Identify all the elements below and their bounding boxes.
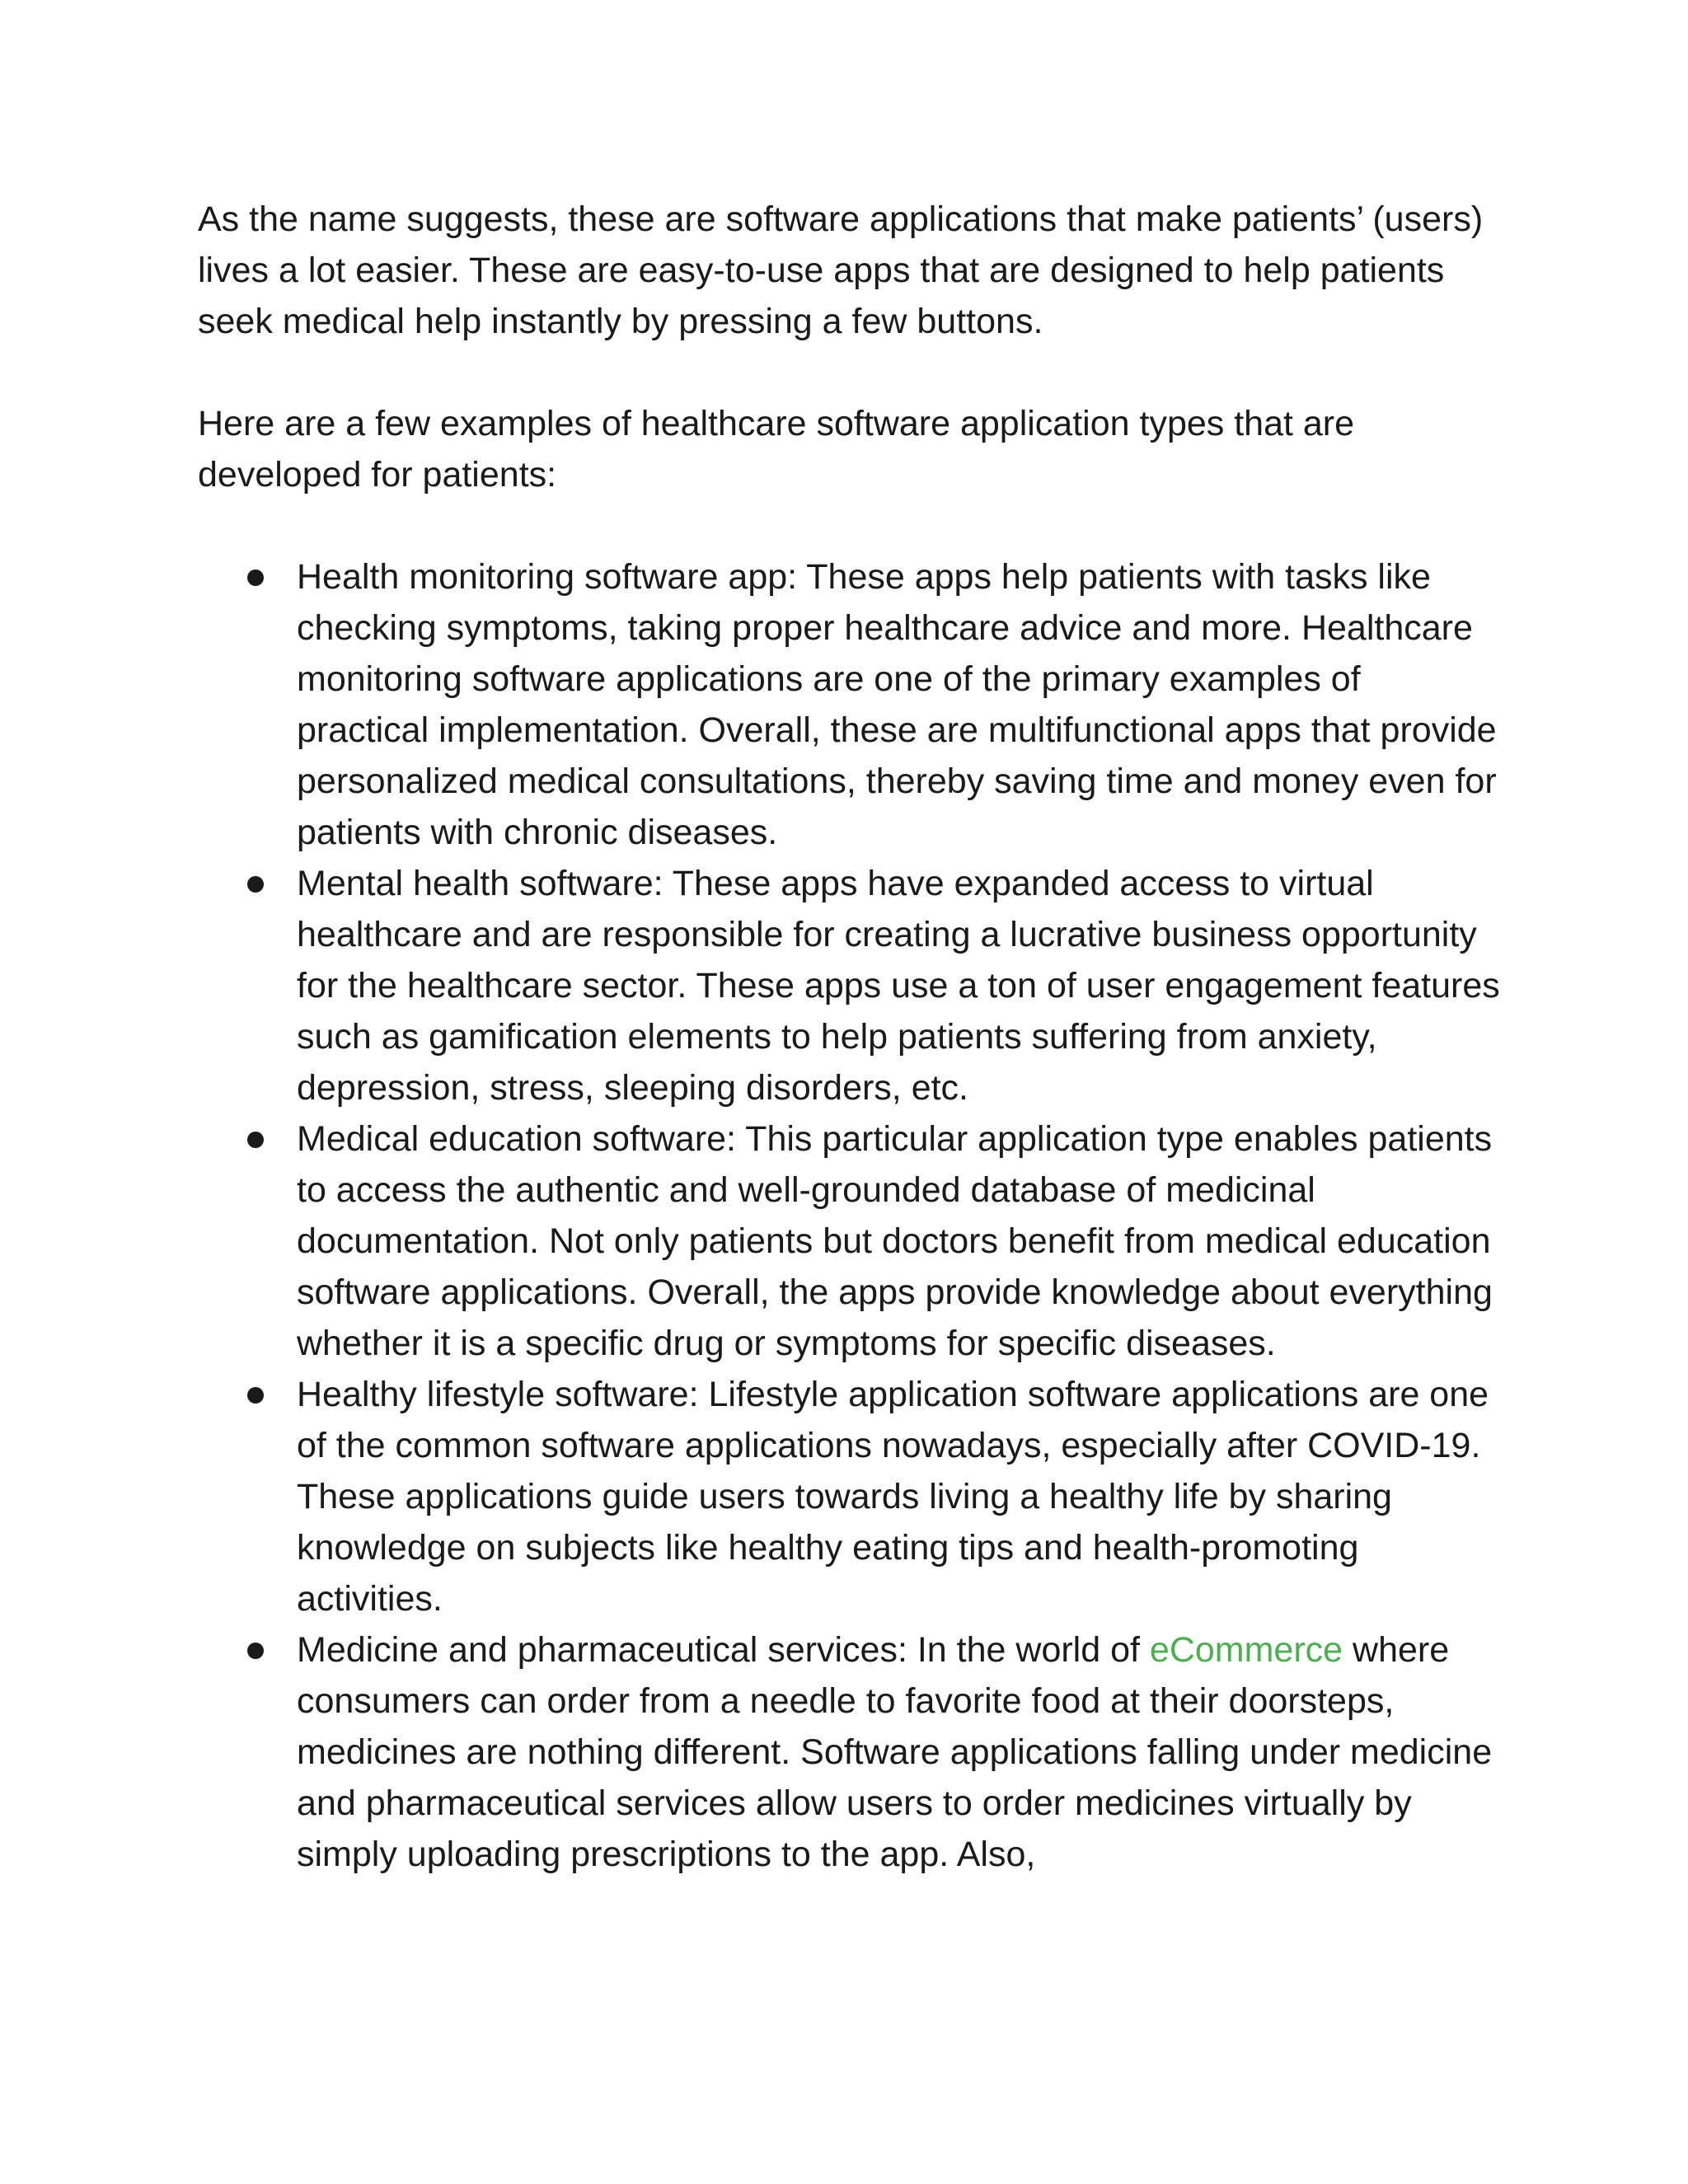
bullet-dot-icon xyxy=(247,569,264,586)
app-types-list xyxy=(198,551,1500,1880)
bullet-dot-icon xyxy=(247,1387,264,1404)
bullet-dot-icon xyxy=(247,1643,264,1659)
list-item-text: Health monitoring software app: These apps help patients with tasks like checking symptoms, taking proper healthcare advice and more. Healthcare monitoring software applications are one of the primary examples of practical implementation. Overall, these are multifunctional apps that provide personalized medical consultations, thereby saving time and money even for patients with chronic diseases. xyxy=(297,557,1497,852)
list-item-text: Medical education software: This particular application type enables patients to access the authentic and well-grounded database of medicinal documentation. Not only patients but doctors benefit from medical education software applications. Overall, the apps provide knowledge about everything whether it is a specific drug or symptoms for specific diseases. xyxy=(297,1119,1493,1363)
list-item-medical-education xyxy=(198,1113,1500,1369)
list-item-health-monitoring xyxy=(198,551,1500,858)
document-body xyxy=(198,194,1500,1880)
list-item-medicine-pharmaceutical xyxy=(198,1624,1500,1880)
bullet-dot-icon xyxy=(247,876,264,893)
list-item-healthy-lifestyle xyxy=(198,1369,1500,1624)
bullet-dot-icon xyxy=(247,1132,264,1148)
lead-paragraph: Here are a few examples of healthcare software application types that are developed for patients: xyxy=(198,404,1355,494)
list-item-text: Mental health software: These apps have expanded access to virtual healthcare and are responsible for creating a lucrative business opportunity for the healthcare sector. These apps use a ton of user engagement features such as gamification elements to help patients suffering from anxiety, depression, stress, sleeping disorders, etc. xyxy=(297,864,1500,1108)
list-item-text-before-link: Medicine and pharmaceutical services: In the world of xyxy=(297,1630,1150,1670)
list-item-text-after-link: where consumers can order from a needle to favorite food at their doorsteps, medicines are nothing different. Software applications falling under medicine and pharmaceutical services allow users to order medicines virtually by simply uploading prescriptions to the app. Also, xyxy=(297,1630,1493,1874)
intro-paragraph: As the name suggests, these are software applications that make patients’ (users) lives a lot easier. These are easy-to-use apps that are designed to help patients seek medical help instantly by pressing a few buttons. xyxy=(198,199,1484,341)
ecommerce-link[interactable]: eCommerce xyxy=(1149,1630,1343,1670)
list-item-mental-health xyxy=(198,858,1500,1113)
list-item-text: Healthy lifestyle software: Lifestyle application software applications are one of the common software applications nowadays, especially after COVID-19. These applications guide users towards living a healthy life by sharing knowledge on subjects like healthy eating tips and health-promoting activities. xyxy=(297,1375,1489,1619)
